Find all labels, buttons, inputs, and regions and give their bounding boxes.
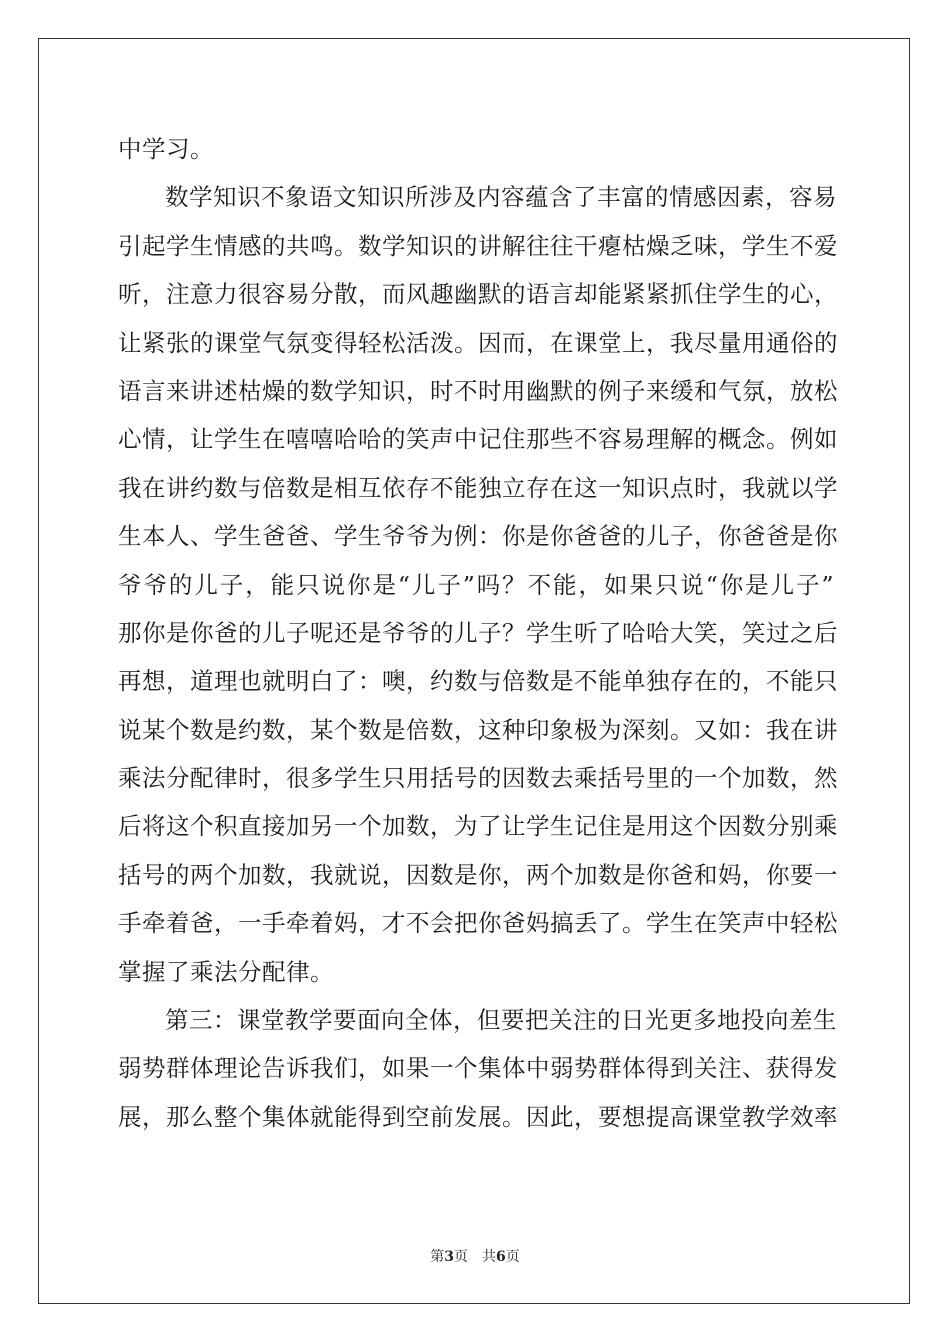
text-line: 弱势群体理论告诉我们，如果一个集体中弱势群体得到关注、获得发 [118,1054,838,1083]
text-line: 乘法分配律时，很多学生只用括号的因数去乘括号里的一个加数，然 [118,764,838,793]
text-line: 那你是你爸的儿子呢还是爷爷的儿子？学生听了哈哈大笑，笑过之后 [118,618,838,647]
text-line: 展，那么整个集体就能得到空前发展。因此，要想提高课堂教学效率 [118,1102,838,1131]
document-body [118,125,838,1141]
text-line: 听，注意力很容易分散，而风趣幽默的语言却能紧紧抓住学生的心， [118,280,838,309]
text-line: 再想，道理也就明白了：噢，约数与倍数是不能单独存在的，不能只 [118,667,838,696]
page-footer [0,1246,950,1266]
text-line: 让紧张的课堂气氛变得轻松活泼。因而，在课堂上，我尽量用通俗的 [118,328,838,357]
footer-current-page: 3 [444,1249,454,1265]
footer-total-pages: 6 [496,1249,506,1265]
text-line: 第三：课堂教学要面向全体，但要把关注的日光更多地投向差生 [165,1006,837,1035]
text-line: 数学知识不象语文知识所涉及内容蕴含了丰富的情感因素，容易 [165,183,837,212]
text-line: 心情，让学生在嘻嘻哈哈的笑声中记住那些不容易理解的概念。例如 [118,425,838,454]
text-line: 手牵着爸，一手牵着妈，才不会把你爸妈搞丢了。学生在笑声中轻松 [118,909,838,938]
footer-suffix: 页 [505,1249,520,1265]
text-line: 引起学生情感的共鸣。数学知识的讲解往往干瘪枯燥乏味，学生不爱 [118,231,838,260]
text-line: 说某个数是约数，某个数是倍数，这种印象极为深刻。又如：我在讲 [118,715,838,744]
footer-prefix: 第 [430,1249,445,1265]
text-line: 语言来讲述枯燥的数学知识，时不时用幽默的例子来缓和气氛，放松 [118,376,838,405]
text-line: 掌握了乘法分配律。 [118,957,334,986]
text-line: 爷爷的儿子，能只说你是“儿子”吗？不能，如果只说“你是儿子” [118,570,834,599]
text-line: 括号的两个加数，我就说，因数是你，两个加数是你爸和妈，你要一 [118,860,838,889]
text-line: 中学习。 [118,135,214,163]
footer-middle: 页 共 [454,1249,496,1265]
text-line: 我在讲约数与倍数是相互依存不能独立存在这一知识点时，我就以学 [118,473,838,502]
text-line: 生本人、学生爸爸、学生爷爷为例：你是你爸爸的儿子，你爸爸是你 [118,522,838,551]
text-line: 后将这个积直接加另一个加数，为了让学生记住是用这个因数分别乘 [118,812,838,841]
